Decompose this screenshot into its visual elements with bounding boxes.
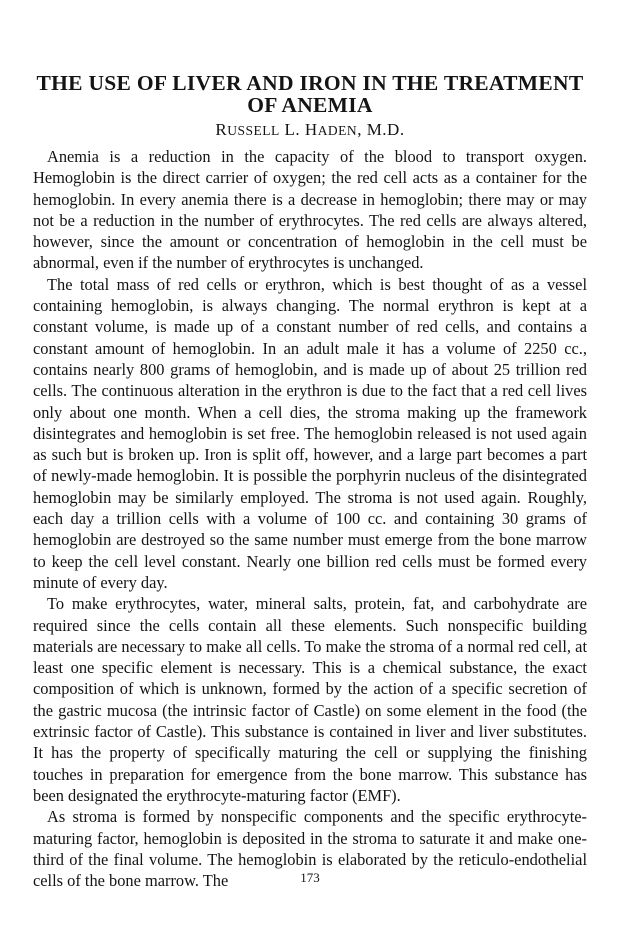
title-line-1: THE USE OF LIVER AND IRON IN THE TREATMENT <box>36 71 584 95</box>
body-paragraph-3: To make erythrocytes, water, mineral salts, protein, fat, and carbohydrate are required since the cells contain all these elements. Such nonspecific building materials are necessary to make all cells. To make the stroma of a normal red cell, at least one specific element is necessary. This is a chemical substance, the exact composition of which is unknown, formed by the action of a specific secretion of the gastric mucosa (the intrinsic factor of Castle) on some element in the food (the extrinsic factor of Castle). This substance is contained in liver and liver substitutes. It has the property of specifically maturing the cell or supplying the finishing touches in preparation for emergence from the bone marrow. This substance has been designated the erythrocyte-maturing factor (EMF). <box>33 594 587 805</box>
article-title <box>33 72 587 116</box>
title-line-2: OF ANEMIA <box>247 93 373 117</box>
body-paragraph-1: Anemia is a reduction in the capacity of the blood to transport oxygen. Hemoglobin is the direct carrier of oxygen; the red cell acts as a container for the hemoglobin. In every anemia there is a decrease in hemoglobin; there may or may not be a reduction in the number of erythrocytes. The red cells are always altered, however, since the amount or concentration of hemoglobin in the cell must be abnormal, even if the number of erythrocytes is unchanged. <box>33 147 587 273</box>
body-paragraph-4: As stroma is formed by nonspecific components and the specific erythrocyte-maturing factor, hemoglobin is deposited in the stroma to saturate it and make one-third of the final volume. The hemoglobin is elaborated by the reticulo-endothelial cells of the bone marrow. The <box>33 807 587 891</box>
page-number: 173 <box>300 870 320 885</box>
article-page <box>33 72 587 891</box>
body-paragraph-2: The total mass of red cells or erythron, which is best thought of as a vessel containing hemoglobin, is always changing. The normal erythron is kept at a constant volume, is made up of a constant number of red cells, and contains a constant amount of hemoglobin. In an adult male it has a volume of 2250 cc., contains nearly 800 grams of hemoglobin, and is made up of about 25 trillion red cells. The continuous alteration in the erythron is due to the fact that a red cell lives only about one month. When a cell dies, the stroma making up the framework disintegrates and hemoglobin is set free. The hemoglobin released is not used again as such but is broken up. Iron is split off, however, and a large part becomes a part of newly-made hemoglobin. It is possible the porphyrin nucleus of the disintegrated hemoglobin may be similarly employed. The stroma is not used again. Roughly, each day a trillion cells with a volume of 100 cc. and containing 30 grams of hemoglobin are destroyed so the same number must emerge from the bone marrow to keep the cell level constant. Nearly one billion red cells must be formed every minute of every day. <box>33 274 587 592</box>
article-author: RUSSELL L. HADEN, M.D. <box>215 120 405 139</box>
